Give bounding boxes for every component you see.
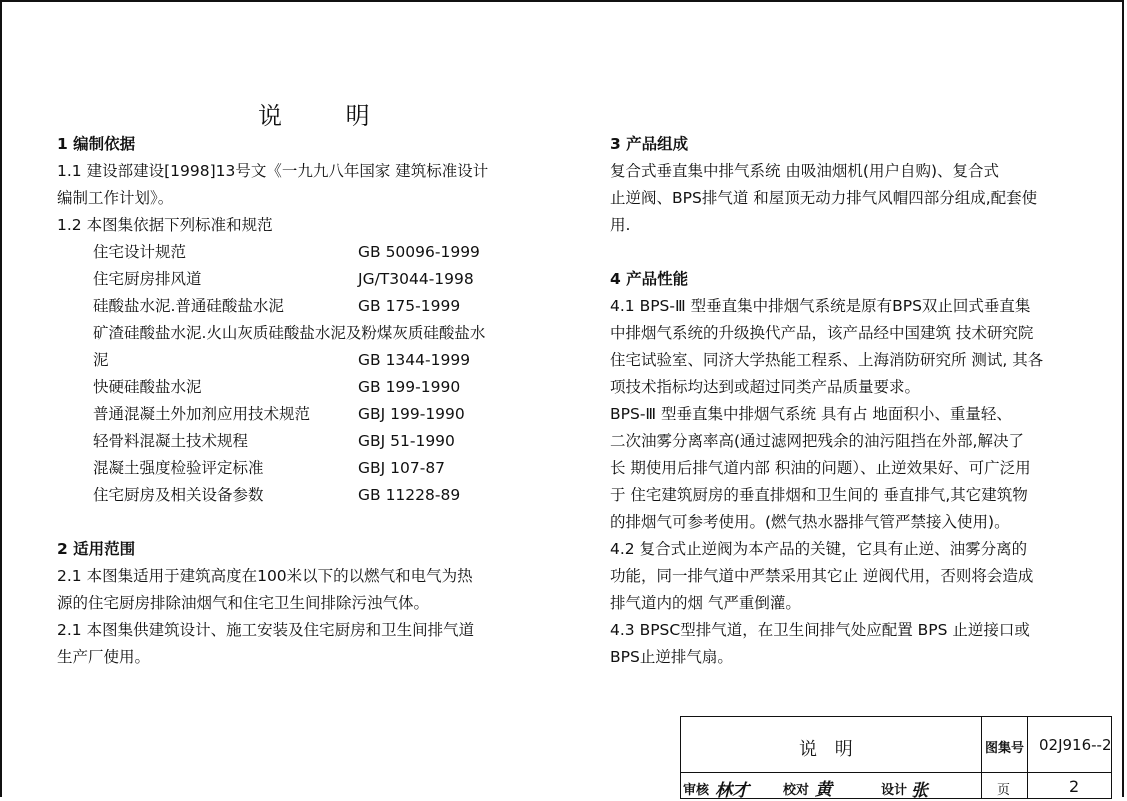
text-line: 轻骨料混凝土技术规程 (93, 432, 249, 450)
text-line: 住宅设计规范 (93, 243, 187, 261)
review-signature: 林才 (715, 781, 749, 801)
text-line: 于 住宅建筑厨房的垂直排烟和卫生间的 垂直排气,其它建筑物 (610, 486, 1028, 504)
text-line: 复合式垂直集中排气系统 由吸油烟机(用户自购)、复合式 (610, 162, 1000, 180)
title-block-divider (681, 772, 1111, 773)
standard-code: GB 199-1990 (358, 378, 461, 396)
text-line: BPS-Ⅲ 型垂直集中排烟气系统 具有占 地面积小、重量轻、 (610, 405, 1012, 423)
standard-code: GBJ 51-1990 (358, 432, 455, 450)
text-line: 1.1 建设部建设[1998]13号文《一九九八年国家 建筑标准设计 (57, 162, 489, 180)
sheet-name: 说 明 (799, 739, 859, 760)
section-heading: 4 产品性能 (610, 270, 689, 288)
check-label: 校对 (783, 783, 810, 798)
standard-code: JG/T3044-1998 (358, 270, 474, 288)
text-line: 1.2 本图集依据下列标准和规范 (57, 216, 273, 234)
standard-code: GB 175-1999 (358, 297, 461, 315)
page-label: 页 (997, 783, 1011, 798)
title-block-vline (1027, 717, 1028, 798)
atlas-no: 02J916--2 (1039, 736, 1112, 754)
text-line: 项技术指标均达到或超过同类产品质量要求。 (610, 378, 921, 396)
text-line: 止逆阀、BPS排气道 和屋顶无动力排气风帽四部分组成,配套使 (610, 189, 1038, 207)
standard-code: GB 1344-1999 (358, 351, 471, 369)
text-line: 4.1 BPS-Ⅲ 型垂直集中排烟气系统是原有BPS双止回式垂直集 (610, 297, 1031, 315)
text-line: 4.2 复合式止逆阀为本产品的关键，它具有止逆、油雾分离的 (610, 540, 1028, 558)
text-line: 源的住宅厨房排除油烟气和住宅卫生间排除污浊气体。 (57, 594, 430, 612)
text-line: 功能，同一排气道中严禁采用其它止 逆阀代用，否则将会造成 (610, 567, 1034, 585)
text-line: 2.1 本图集适用于建筑高度在100米以下的以燃气和电气为热 (57, 567, 473, 585)
text-line: 住宅厨房及相关设备参数 (93, 486, 264, 504)
page-title: 说 明 (258, 102, 398, 130)
text-line: 2.1 本图集供建筑设计、施工安装及住宅厨房和卫生间排气道 (57, 621, 475, 639)
section-heading: 3 产品组成 (610, 135, 689, 153)
text-line: 排气道内的烟 气严重倒灌。 (610, 594, 801, 612)
title-block-vline (981, 717, 982, 798)
text-line: 普通混凝土外加剂应用技术规范 (93, 405, 311, 423)
text-line: 住宅厨房排风道 (93, 270, 202, 288)
design-signature: 张 (911, 781, 928, 801)
text-line: 编制工作计划》。 (57, 189, 174, 207)
text-line: 住宅试验室、同济大学热能工程系、上海消防研究所 测试, 其各 (610, 351, 1044, 369)
design-label: 设计 (881, 783, 908, 798)
text-line: 生产厂使用。 (57, 648, 151, 666)
text-line: 长 期使用后排气道内部 积油的问题）、止逆效果好、可广泛用 (610, 459, 1031, 477)
section-heading: 1 编制依据 (57, 135, 136, 153)
text-line: 泥 (93, 351, 109, 369)
text-line: 的排烟气可参考使用。(燃气热水器排气管严禁接入使用)。 (610, 513, 1010, 531)
text-line: 4.3 BPSC型排气道，在卫生间排气处应配置 BPS 止逆接口或 (610, 621, 1030, 639)
standard-code: GB 50096-1999 (358, 243, 480, 261)
standard-code: GBJ 107-87 (358, 459, 446, 477)
text-line: 中排烟气系统的升级换代产品，该产品经中国建筑 技术研究院 (610, 324, 1034, 342)
text-line: 二次油雾分离率高(通过滤网把残余的油污阻挡在外部,解决了 (610, 432, 1024, 450)
text-line: 用. (610, 216, 631, 234)
title-block (680, 716, 1112, 799)
section-heading: 2 适用范围 (57, 540, 136, 558)
text-line: BPS止逆排气扇。 (610, 648, 733, 666)
standard-code: GB 11228-89 (358, 486, 461, 504)
text-line: 混凝土强度检验评定标准 (93, 459, 264, 477)
review-label: 审核 (683, 783, 710, 798)
standard-code: GBJ 199-1990 (358, 405, 465, 423)
text-line: 矿渣硅酸盐水泥.火山灰质硅酸盐水泥及粉煤灰质硅酸盐水 (93, 324, 486, 342)
page-number: 2 (1069, 777, 1080, 796)
check-signature: 黄 (815, 780, 832, 800)
text-line: 硅酸盐水泥.普通硅酸盐水泥 (93, 297, 284, 315)
atlas-no-label: 图集号 (985, 741, 1025, 756)
text-line: 快硬硅酸盐水泥 (93, 378, 202, 396)
